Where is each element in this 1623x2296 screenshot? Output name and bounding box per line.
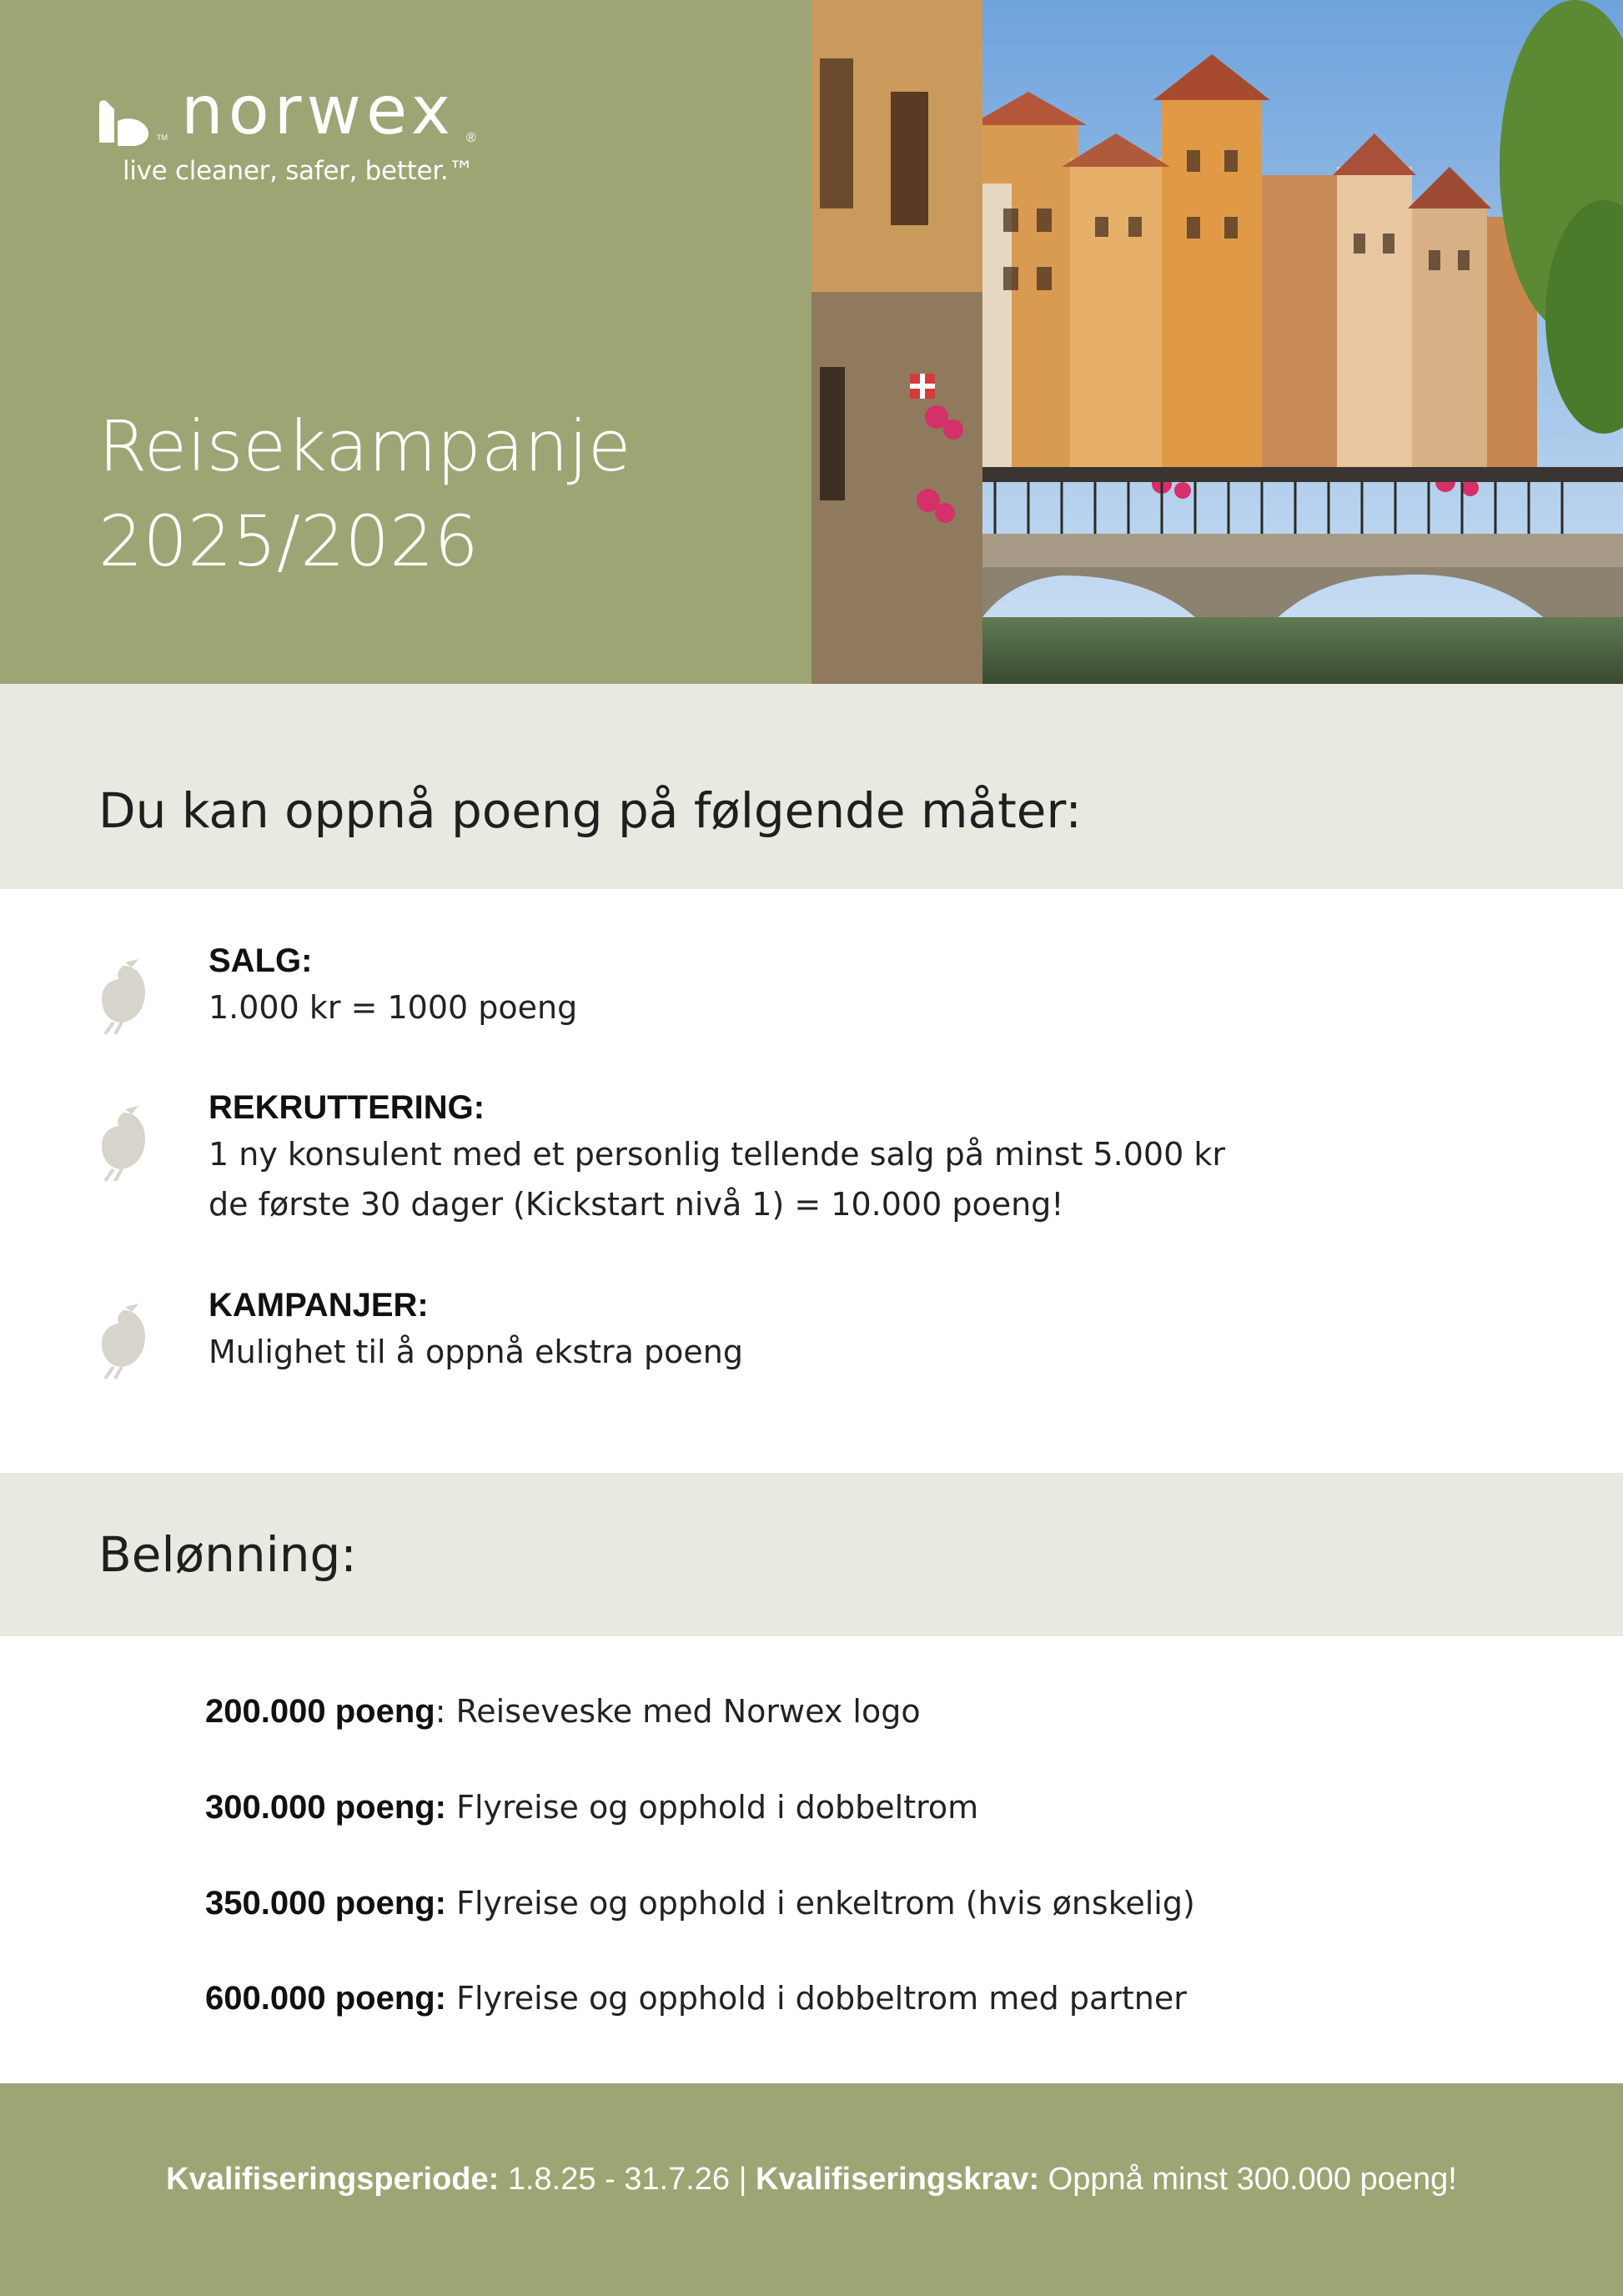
reward-separator: :: [435, 1693, 456, 1730]
reward-item: [205, 1789, 978, 1826]
period-label: Kvalifiseringsperiode:: [166, 2162, 500, 2197]
reward-separator: [446, 1980, 456, 2017]
earn-item-salg: [0, 942, 1623, 1042]
rewards-band: [0, 1473, 1623, 1636]
earn-points-band: [0, 684, 1623, 889]
qualification-info: [0, 2162, 1623, 2198]
norwex-bird-icon: [98, 959, 150, 1036]
earn-item-kampanjer: [0, 1287, 1623, 1387]
earn-text-salg: 1.000 kr = 1000 poeng: [209, 989, 578, 1026]
norwex-leaf-icon: [96, 99, 156, 149]
reward-separator: [446, 1885, 456, 1922]
earn-label-salg: SALG:: [209, 942, 313, 979]
campaign-title-line1: Reisekampanje: [98, 405, 631, 487]
campaign-title-line2: 2025/2026: [98, 500, 479, 582]
earn-item-rekruttering: [0, 1089, 1623, 1248]
norwex-bird-icon: [98, 1106, 150, 1183]
campaign-title: [98, 399, 631, 589]
rewards-heading: Belønning:: [98, 1526, 357, 1583]
earn-label-rekruttering: REKRUTTERING:: [209, 1089, 485, 1126]
reward-separator: [446, 1789, 456, 1826]
reward-points: 600.000 poeng:: [205, 1980, 447, 2017]
reward-item: [205, 1980, 1187, 2017]
reward-text: Flyreise og opphold i dobbeltrom: [456, 1789, 979, 1826]
earn-text-kampanjer: Mulighet til å oppnå ekstra poeng: [209, 1334, 743, 1370]
reward-points: 350.000 poeng:: [205, 1885, 447, 1922]
reward-item: [205, 1693, 921, 1731]
logo-registered: ®: [466, 131, 476, 145]
requirement-label: Kvalifiseringskrav:: [756, 2162, 1040, 2197]
norwex-bird-icon: [98, 1304, 150, 1380]
logo-wordmark: norwex: [181, 72, 456, 149]
reward-points: 300.000 poeng:: [205, 1789, 447, 1826]
earn-points-heading: Du kan oppnå poeng på følgende måter:: [98, 782, 1082, 839]
reward-text: Reiseveske med Norwex logo: [455, 1693, 921, 1730]
earn-label-kampanjer: KAMPANJER:: [209, 1287, 429, 1324]
earn-text-rekruttering-line2: de første 30 dager (Kickstart nivå 1) = 10.000 poeng!: [209, 1186, 1064, 1223]
period-value: 1.8.25 - 31.7.26 |: [499, 2162, 756, 2197]
reward-item: [205, 1885, 1195, 1922]
reward-text: Flyreise og opphold i enkeltrom (hvis ønskelig): [456, 1885, 1195, 1922]
hero-banner: [0, 0, 1623, 684]
earn-text-rekruttering-line1: 1 ny konsulent med et personlig tellende salg på minst 5.000 kr: [209, 1136, 1225, 1173]
logo-tagline: live cleaner, safer, better.™: [123, 156, 475, 186]
town-canal-photo: [812, 0, 1623, 684]
requirement-value: Oppnå minst 300.000 poeng!: [1039, 2162, 1457, 2197]
logo-trademark: TM: [157, 133, 168, 142]
town-canal-illustration: [812, 0, 1623, 684]
norwex-logo: [96, 72, 496, 196]
reward-text: Flyreise og opphold i dobbeltrom med partner: [456, 1980, 1187, 2017]
reward-points: 200.000 poeng: [205, 1693, 435, 1730]
